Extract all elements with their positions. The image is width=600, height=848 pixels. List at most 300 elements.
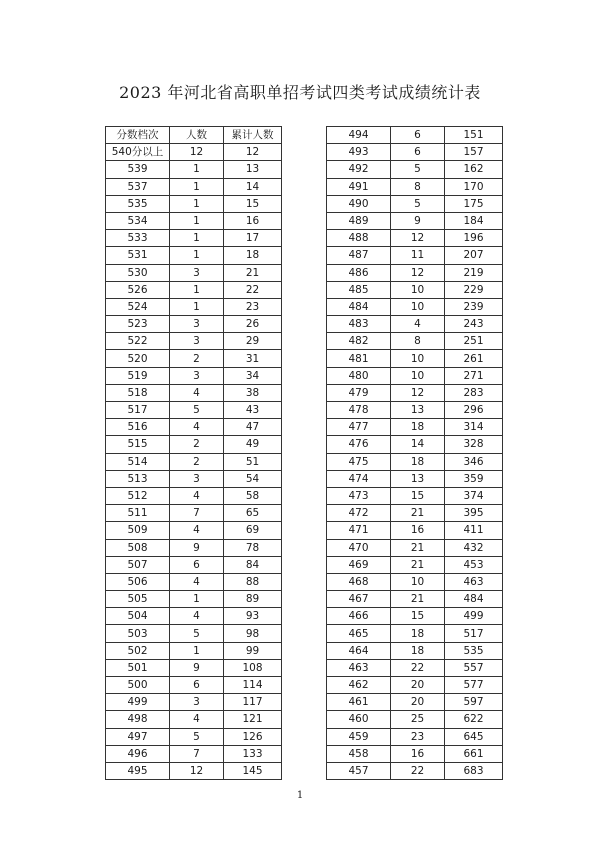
score-cell: 466 bbox=[327, 608, 391, 625]
cumulative-cell: 145 bbox=[224, 762, 282, 779]
cumulative-cell: 43 bbox=[224, 402, 282, 419]
count-cell: 6 bbox=[391, 144, 445, 161]
table-row bbox=[106, 402, 282, 419]
score-cell: 479 bbox=[327, 384, 391, 401]
cumulative-cell: 98 bbox=[224, 625, 282, 642]
count-cell: 8 bbox=[391, 178, 445, 195]
cumulative-cell: 296 bbox=[445, 402, 503, 419]
count-cell: 12 bbox=[170, 144, 224, 161]
table-row bbox=[106, 625, 282, 642]
score-cell: 537 bbox=[106, 178, 170, 195]
count-cell: 3 bbox=[170, 264, 224, 281]
table-row bbox=[327, 625, 503, 642]
cumulative-cell: 683 bbox=[445, 762, 503, 779]
cumulative-cell: 88 bbox=[224, 573, 282, 590]
score-cell: 488 bbox=[327, 230, 391, 247]
score-cell: 504 bbox=[106, 608, 170, 625]
score-cell: 462 bbox=[327, 677, 391, 694]
cumulative-cell: 14 bbox=[224, 178, 282, 195]
score-cell: 472 bbox=[327, 505, 391, 522]
count-cell: 6 bbox=[391, 127, 445, 144]
count-cell: 4 bbox=[170, 711, 224, 728]
table-row bbox=[106, 573, 282, 590]
table-row bbox=[327, 522, 503, 539]
count-cell: 11 bbox=[391, 247, 445, 264]
table-row bbox=[106, 745, 282, 762]
count-cell: 16 bbox=[391, 522, 445, 539]
score-cell: 496 bbox=[106, 745, 170, 762]
count-cell: 15 bbox=[391, 487, 445, 504]
count-cell: 10 bbox=[391, 367, 445, 384]
cumulative-cell: 535 bbox=[445, 642, 503, 659]
score-cell: 481 bbox=[327, 350, 391, 367]
cumulative-cell: 133 bbox=[224, 745, 282, 762]
score-cell: 489 bbox=[327, 212, 391, 229]
table-row bbox=[106, 711, 282, 728]
cumulative-cell: 229 bbox=[445, 281, 503, 298]
table-row bbox=[106, 384, 282, 401]
count-cell: 10 bbox=[391, 298, 445, 315]
score-cell: 535 bbox=[106, 195, 170, 212]
cumulative-cell: 47 bbox=[224, 419, 282, 436]
score-cell: 497 bbox=[106, 728, 170, 745]
cumulative-cell: 34 bbox=[224, 367, 282, 384]
cumulative-cell: 38 bbox=[224, 384, 282, 401]
count-cell: 21 bbox=[391, 556, 445, 573]
score-cell: 475 bbox=[327, 453, 391, 470]
cumulative-cell: 29 bbox=[224, 333, 282, 350]
cumulative-cell: 78 bbox=[224, 539, 282, 556]
score-cell: 512 bbox=[106, 487, 170, 504]
cumulative-cell: 453 bbox=[445, 556, 503, 573]
table-row bbox=[106, 487, 282, 504]
table-row bbox=[327, 556, 503, 573]
cumulative-cell: 151 bbox=[445, 127, 503, 144]
count-cell: 1 bbox=[170, 178, 224, 195]
score-cell: 522 bbox=[106, 333, 170, 350]
score-cell: 513 bbox=[106, 470, 170, 487]
score-cell: 517 bbox=[106, 402, 170, 419]
count-cell: 3 bbox=[170, 316, 224, 333]
cumulative-cell: 31 bbox=[224, 350, 282, 367]
score-table-left bbox=[105, 126, 282, 780]
count-cell: 10 bbox=[391, 573, 445, 590]
score-cell: 509 bbox=[106, 522, 170, 539]
count-cell: 5 bbox=[170, 625, 224, 642]
count-cell: 16 bbox=[391, 745, 445, 762]
table-row bbox=[106, 161, 282, 178]
score-cell: 506 bbox=[106, 573, 170, 590]
table-row bbox=[106, 333, 282, 350]
page-title: 2023 年河北省高职单招考试四类考试成绩统计表 bbox=[119, 83, 481, 102]
table-row bbox=[327, 762, 503, 779]
count-cell: 1 bbox=[170, 161, 224, 178]
table-row bbox=[327, 453, 503, 470]
count-cell: 9 bbox=[170, 539, 224, 556]
score-cell: 482 bbox=[327, 333, 391, 350]
table-header-row bbox=[106, 127, 282, 144]
count-cell: 2 bbox=[170, 436, 224, 453]
score-cell: 499 bbox=[106, 694, 170, 711]
score-cell: 533 bbox=[106, 230, 170, 247]
score-cell: 492 bbox=[327, 161, 391, 178]
count-cell: 5 bbox=[391, 161, 445, 178]
score-cell: 490 bbox=[327, 195, 391, 212]
cumulative-cell: 251 bbox=[445, 333, 503, 350]
cumulative-cell: 16 bbox=[224, 212, 282, 229]
score-cell: 498 bbox=[106, 711, 170, 728]
cumulative-cell: 13 bbox=[224, 161, 282, 178]
count-cell: 7 bbox=[170, 745, 224, 762]
cumulative-cell: 21 bbox=[224, 264, 282, 281]
count-cell: 6 bbox=[170, 677, 224, 694]
count-cell: 2 bbox=[170, 350, 224, 367]
cumulative-cell: 58 bbox=[224, 487, 282, 504]
header-cumulative-count: 累计人数 bbox=[224, 127, 282, 144]
count-cell: 4 bbox=[170, 384, 224, 401]
table-row bbox=[106, 178, 282, 195]
cumulative-cell: 99 bbox=[224, 642, 282, 659]
count-cell: 3 bbox=[170, 694, 224, 711]
cumulative-cell: 411 bbox=[445, 522, 503, 539]
count-cell: 3 bbox=[170, 333, 224, 350]
score-cell: 471 bbox=[327, 522, 391, 539]
cumulative-cell: 622 bbox=[445, 711, 503, 728]
cumulative-cell: 207 bbox=[445, 247, 503, 264]
cumulative-cell: 239 bbox=[445, 298, 503, 315]
cumulative-cell: 12 bbox=[224, 144, 282, 161]
table-row bbox=[327, 367, 503, 384]
cumulative-cell: 499 bbox=[445, 608, 503, 625]
cumulative-cell: 219 bbox=[445, 264, 503, 281]
count-cell: 4 bbox=[391, 316, 445, 333]
table-row bbox=[327, 333, 503, 350]
table-row bbox=[327, 384, 503, 401]
count-cell: 1 bbox=[170, 591, 224, 608]
count-cell: 12 bbox=[391, 230, 445, 247]
cumulative-cell: 577 bbox=[445, 677, 503, 694]
count-cell: 23 bbox=[391, 728, 445, 745]
table-row bbox=[106, 608, 282, 625]
count-cell: 4 bbox=[170, 419, 224, 436]
score-cell: 519 bbox=[106, 367, 170, 384]
count-cell: 12 bbox=[391, 384, 445, 401]
score-cell: 486 bbox=[327, 264, 391, 281]
table-row bbox=[327, 230, 503, 247]
table-row bbox=[106, 677, 282, 694]
score-cell: 463 bbox=[327, 659, 391, 676]
cumulative-cell: 18 bbox=[224, 247, 282, 264]
count-cell: 22 bbox=[391, 659, 445, 676]
score-cell: 514 bbox=[106, 453, 170, 470]
table-row bbox=[327, 161, 503, 178]
table-row bbox=[106, 212, 282, 229]
score-cell: 501 bbox=[106, 659, 170, 676]
count-cell: 9 bbox=[170, 659, 224, 676]
cumulative-cell: 661 bbox=[445, 745, 503, 762]
cumulative-cell: 645 bbox=[445, 728, 503, 745]
count-cell: 1 bbox=[170, 212, 224, 229]
score-cell: 461 bbox=[327, 694, 391, 711]
count-cell: 22 bbox=[391, 762, 445, 779]
table-row bbox=[327, 745, 503, 762]
count-cell: 1 bbox=[170, 247, 224, 264]
count-cell: 4 bbox=[170, 608, 224, 625]
table-row bbox=[327, 195, 503, 212]
count-cell: 9 bbox=[391, 212, 445, 229]
count-cell: 10 bbox=[391, 350, 445, 367]
cumulative-cell: 54 bbox=[224, 470, 282, 487]
table-row bbox=[106, 453, 282, 470]
score-cell: 530 bbox=[106, 264, 170, 281]
table-row bbox=[106, 762, 282, 779]
table-row bbox=[106, 316, 282, 333]
score-cell: 534 bbox=[106, 212, 170, 229]
count-cell: 1 bbox=[170, 642, 224, 659]
cumulative-cell: 17 bbox=[224, 230, 282, 247]
score-cell: 483 bbox=[327, 316, 391, 333]
count-cell: 4 bbox=[170, 487, 224, 504]
table-row bbox=[327, 642, 503, 659]
score-cell: 476 bbox=[327, 436, 391, 453]
cumulative-cell: 126 bbox=[224, 728, 282, 745]
count-cell: 13 bbox=[391, 402, 445, 419]
table-row bbox=[327, 539, 503, 556]
table-row bbox=[327, 419, 503, 436]
score-cell: 539 bbox=[106, 161, 170, 178]
count-cell: 18 bbox=[391, 453, 445, 470]
count-cell: 13 bbox=[391, 470, 445, 487]
score-cell: 493 bbox=[327, 144, 391, 161]
count-cell: 1 bbox=[170, 298, 224, 315]
table-row bbox=[106, 470, 282, 487]
table-row bbox=[106, 436, 282, 453]
cumulative-cell: 162 bbox=[445, 161, 503, 178]
count-cell: 4 bbox=[170, 522, 224, 539]
table-row bbox=[327, 350, 503, 367]
table-row bbox=[106, 247, 282, 264]
score-cell: 526 bbox=[106, 281, 170, 298]
table-row bbox=[327, 212, 503, 229]
table-row bbox=[327, 298, 503, 315]
score-cell: 540分以上 bbox=[106, 144, 170, 161]
table-row bbox=[106, 694, 282, 711]
cumulative-cell: 328 bbox=[445, 436, 503, 453]
score-cell: 478 bbox=[327, 402, 391, 419]
cumulative-cell: 432 bbox=[445, 539, 503, 556]
score-cell: 524 bbox=[106, 298, 170, 315]
table-row bbox=[106, 298, 282, 315]
score-cell: 484 bbox=[327, 298, 391, 315]
score-cell: 494 bbox=[327, 127, 391, 144]
cumulative-cell: 175 bbox=[445, 195, 503, 212]
cumulative-cell: 65 bbox=[224, 505, 282, 522]
cumulative-cell: 463 bbox=[445, 573, 503, 590]
cumulative-cell: 597 bbox=[445, 694, 503, 711]
cumulative-cell: 517 bbox=[445, 625, 503, 642]
table-row bbox=[106, 659, 282, 676]
table-row bbox=[106, 195, 282, 212]
score-cell: 511 bbox=[106, 505, 170, 522]
score-cell: 465 bbox=[327, 625, 391, 642]
score-cell: 487 bbox=[327, 247, 391, 264]
table-row bbox=[327, 127, 503, 144]
table-row bbox=[327, 247, 503, 264]
count-cell: 2 bbox=[170, 453, 224, 470]
count-cell: 8 bbox=[391, 333, 445, 350]
table-row bbox=[327, 711, 503, 728]
count-cell: 3 bbox=[170, 367, 224, 384]
cumulative-cell: 117 bbox=[224, 694, 282, 711]
table-row bbox=[106, 505, 282, 522]
score-cell: 503 bbox=[106, 625, 170, 642]
count-cell: 1 bbox=[170, 230, 224, 247]
score-cell: 531 bbox=[106, 247, 170, 264]
table-row bbox=[106, 264, 282, 281]
table-row bbox=[327, 505, 503, 522]
page-number: 1 bbox=[296, 790, 304, 801]
cumulative-cell: 93 bbox=[224, 608, 282, 625]
score-cell: 500 bbox=[106, 677, 170, 694]
cumulative-cell: 374 bbox=[445, 487, 503, 504]
count-cell: 21 bbox=[391, 591, 445, 608]
table-row bbox=[327, 694, 503, 711]
cumulative-cell: 395 bbox=[445, 505, 503, 522]
count-cell: 7 bbox=[170, 505, 224, 522]
count-cell: 5 bbox=[170, 728, 224, 745]
table-row bbox=[327, 573, 503, 590]
score-cell: 460 bbox=[327, 711, 391, 728]
score-cell: 470 bbox=[327, 539, 391, 556]
score-cell: 467 bbox=[327, 591, 391, 608]
score-cell: 480 bbox=[327, 367, 391, 384]
cumulative-cell: 314 bbox=[445, 419, 503, 436]
table-row bbox=[106, 539, 282, 556]
table-row bbox=[327, 264, 503, 281]
cumulative-cell: 121 bbox=[224, 711, 282, 728]
count-cell: 3 bbox=[170, 470, 224, 487]
score-cell: 485 bbox=[327, 281, 391, 298]
score-cell: 477 bbox=[327, 419, 391, 436]
score-cell: 474 bbox=[327, 470, 391, 487]
count-cell: 18 bbox=[391, 625, 445, 642]
table-row bbox=[106, 728, 282, 745]
cumulative-cell: 49 bbox=[224, 436, 282, 453]
table-row bbox=[327, 728, 503, 745]
cumulative-cell: 184 bbox=[445, 212, 503, 229]
cumulative-cell: 196 bbox=[445, 230, 503, 247]
cumulative-cell: 346 bbox=[445, 453, 503, 470]
table-row bbox=[327, 608, 503, 625]
table-row bbox=[106, 642, 282, 659]
count-cell: 4 bbox=[170, 573, 224, 590]
cumulative-cell: 22 bbox=[224, 281, 282, 298]
cumulative-cell: 261 bbox=[445, 350, 503, 367]
table-row bbox=[106, 230, 282, 247]
table-row bbox=[327, 281, 503, 298]
count-cell: 18 bbox=[391, 642, 445, 659]
score-cell: 507 bbox=[106, 556, 170, 573]
table-row bbox=[106, 591, 282, 608]
count-cell: 1 bbox=[170, 281, 224, 298]
table-row bbox=[327, 402, 503, 419]
cumulative-cell: 89 bbox=[224, 591, 282, 608]
score-cell: 516 bbox=[106, 419, 170, 436]
cumulative-cell: 271 bbox=[445, 367, 503, 384]
table-row bbox=[106, 419, 282, 436]
score-cell: 515 bbox=[106, 436, 170, 453]
cumulative-cell: 557 bbox=[445, 659, 503, 676]
count-cell: 15 bbox=[391, 608, 445, 625]
count-cell: 12 bbox=[170, 762, 224, 779]
table-row bbox=[106, 281, 282, 298]
score-cell: 457 bbox=[327, 762, 391, 779]
table-row bbox=[327, 659, 503, 676]
table-row bbox=[106, 556, 282, 573]
count-cell: 20 bbox=[391, 694, 445, 711]
count-cell: 14 bbox=[391, 436, 445, 453]
cumulative-cell: 359 bbox=[445, 470, 503, 487]
cumulative-cell: 170 bbox=[445, 178, 503, 195]
score-cell: 502 bbox=[106, 642, 170, 659]
cumulative-cell: 243 bbox=[445, 316, 503, 333]
header-count: 人数 bbox=[170, 127, 224, 144]
score-cell: 468 bbox=[327, 573, 391, 590]
table-row bbox=[327, 470, 503, 487]
count-cell: 5 bbox=[170, 402, 224, 419]
count-cell: 20 bbox=[391, 677, 445, 694]
score-table-right bbox=[326, 126, 503, 780]
score-cell: 491 bbox=[327, 178, 391, 195]
cumulative-cell: 283 bbox=[445, 384, 503, 401]
count-cell: 6 bbox=[170, 556, 224, 573]
score-cell: 508 bbox=[106, 539, 170, 556]
count-cell: 21 bbox=[391, 539, 445, 556]
count-cell: 12 bbox=[391, 264, 445, 281]
score-cell: 473 bbox=[327, 487, 391, 504]
table-row bbox=[327, 316, 503, 333]
cumulative-cell: 69 bbox=[224, 522, 282, 539]
table-row bbox=[327, 436, 503, 453]
cumulative-cell: 114 bbox=[224, 677, 282, 694]
cumulative-cell: 26 bbox=[224, 316, 282, 333]
count-cell: 21 bbox=[391, 505, 445, 522]
score-cell: 459 bbox=[327, 728, 391, 745]
cumulative-cell: 23 bbox=[224, 298, 282, 315]
score-cell: 518 bbox=[106, 384, 170, 401]
count-cell: 5 bbox=[391, 195, 445, 212]
score-cell: 464 bbox=[327, 642, 391, 659]
cumulative-cell: 51 bbox=[224, 453, 282, 470]
table-row bbox=[106, 522, 282, 539]
table-row bbox=[327, 677, 503, 694]
cumulative-cell: 484 bbox=[445, 591, 503, 608]
score-cell: 458 bbox=[327, 745, 391, 762]
table-row bbox=[106, 367, 282, 384]
table-row bbox=[327, 178, 503, 195]
count-cell: 1 bbox=[170, 195, 224, 212]
score-cell: 505 bbox=[106, 591, 170, 608]
table-row bbox=[327, 487, 503, 504]
cumulative-cell: 157 bbox=[445, 144, 503, 161]
table-row bbox=[327, 591, 503, 608]
cumulative-cell: 108 bbox=[224, 659, 282, 676]
cumulative-cell: 15 bbox=[224, 195, 282, 212]
count-cell: 25 bbox=[391, 711, 445, 728]
count-cell: 18 bbox=[391, 419, 445, 436]
score-cell: 469 bbox=[327, 556, 391, 573]
table-row bbox=[106, 144, 282, 161]
